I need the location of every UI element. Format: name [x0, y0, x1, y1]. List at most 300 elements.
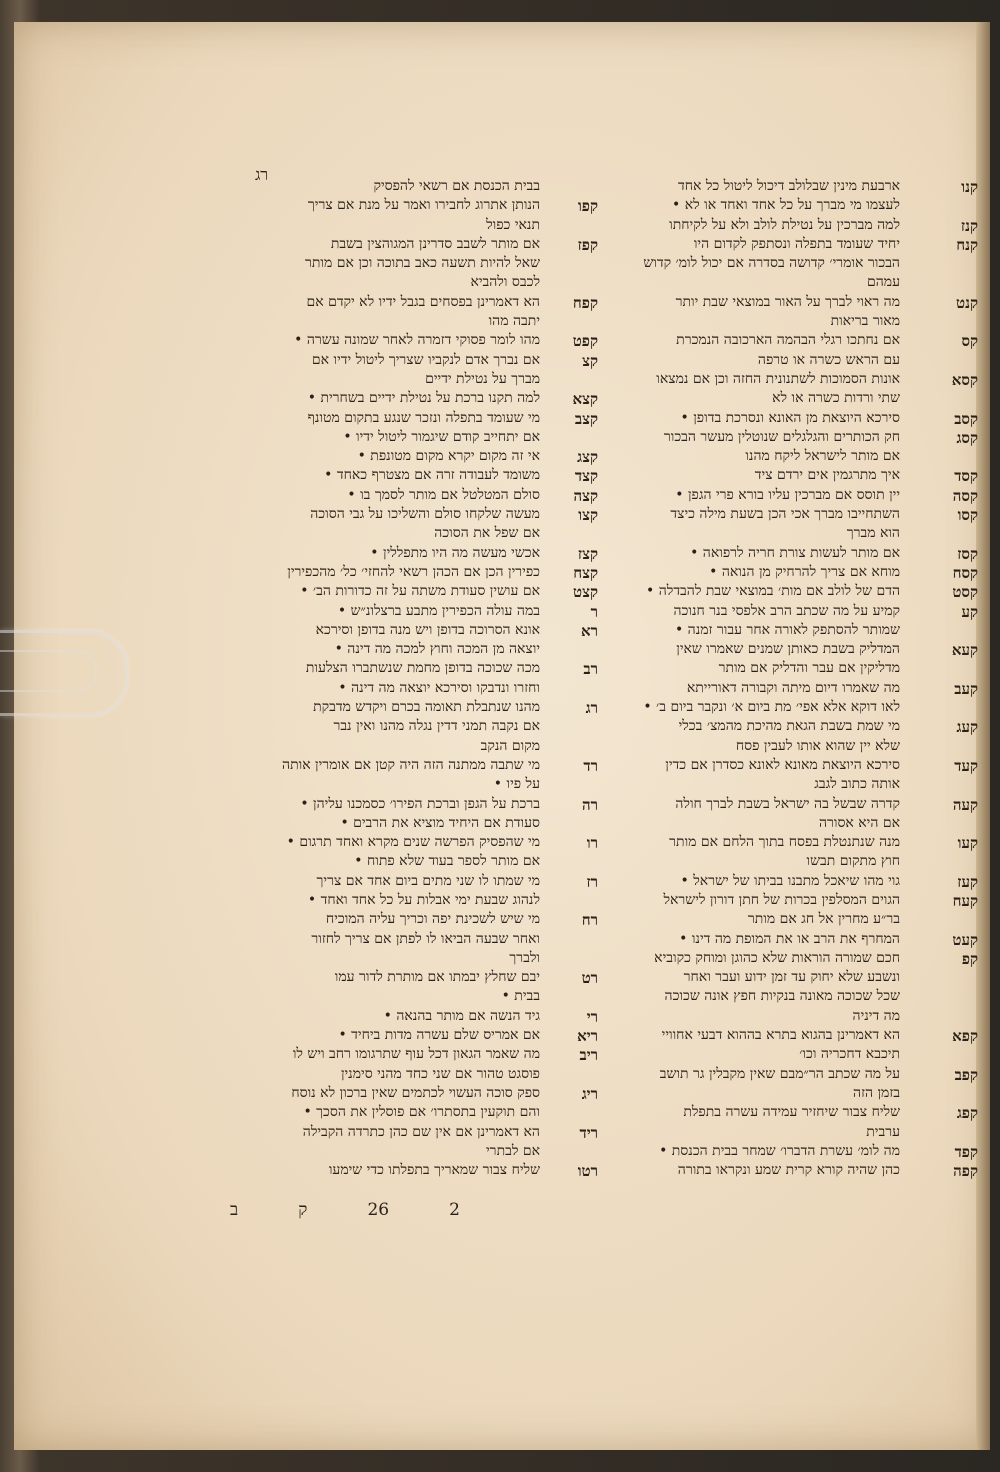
entry-text: הדם של לולב אם מות׳ במוצאי שבת להבדלה •	[646, 583, 900, 600]
entry-number: קעד	[954, 756, 978, 775]
entry-number: קפג	[956, 1104, 978, 1123]
index-entry	[200, 370, 540, 389]
entry-text: הא דאמרינן אם אין שם כהן כתרדה הקבילה	[302, 1123, 540, 1140]
index-entry	[570, 216, 978, 235]
entry-number: קסב	[954, 409, 978, 428]
entry-text: מברך על נטילת ידיים	[425, 370, 540, 387]
index-entry	[570, 331, 978, 351]
index-entry	[200, 602, 598, 621]
index-entry	[200, 910, 598, 930]
entry-number: רי	[586, 1007, 598, 1026]
index-entry	[570, 737, 900, 756]
index-entry	[200, 987, 540, 1006]
entry-number: קע	[961, 602, 978, 621]
index-entry	[570, 775, 900, 794]
entry-text: לאו דוקא אלא אפי׳ מת ביום א׳ ונקבר ביום ב׳ •	[643, 699, 900, 716]
entry-number	[918, 1123, 978, 1124]
index-entry	[570, 582, 978, 602]
index-entry	[200, 1026, 598, 1046]
index-entry	[200, 756, 598, 775]
index-entry	[570, 968, 900, 987]
entry-number	[918, 273, 978, 274]
index-entry	[570, 1045, 900, 1064]
entry-number: רה	[582, 795, 598, 814]
entry-number: קעט	[952, 930, 978, 949]
index-entry	[570, 177, 978, 196]
page-footer	[230, 1200, 460, 1220]
entry-number: ריב	[579, 1046, 598, 1065]
entry-text: אם מותר לישראל ליקח מהנו	[745, 448, 900, 465]
index-entry	[570, 389, 900, 408]
index-entry	[570, 254, 900, 273]
entry-number	[918, 351, 978, 352]
index-entry	[570, 544, 978, 563]
entry-number	[918, 312, 978, 313]
entry-number	[548, 737, 598, 738]
entry-text: תנאי כפול	[486, 216, 540, 233]
entry-text: עם הראש כשרה או טרפה	[757, 351, 900, 368]
index-entry	[570, 505, 978, 525]
index-entry	[200, 351, 598, 370]
entry-number: קפ	[961, 949, 978, 968]
entry-number	[548, 640, 598, 641]
index-entry	[200, 949, 540, 968]
entry-number	[548, 814, 598, 815]
index-entry	[570, 486, 978, 505]
entry-text: מי שמתו לו שני מתים ביום אחד אם צריך	[316, 872, 540, 889]
entry-number: קפא	[952, 1027, 978, 1046]
entry-text: סולם המטלטל אם מותר לסמך בו •	[347, 486, 540, 503]
entry-text: כפירין הכן אם הכהן רשאי להחזי׳ כל׳ מהכפירין	[287, 563, 540, 580]
index-entry	[570, 698, 900, 717]
index-entry	[200, 389, 598, 409]
entry-number: קפה	[953, 1162, 978, 1181]
entry-text: אונות הסמוכות לשתנונית החזה וכן אם נמצאו	[656, 370, 900, 387]
entry-text: הנותן אתרוג לחבירו ואמר על מנת אם צריך	[307, 197, 540, 214]
entry-text: לכבס ולהביא	[470, 274, 540, 291]
index-entry	[200, 196, 598, 216]
entry-text: סירכא היוצאת מאונא לאונא כסדרן אם כדין	[665, 756, 900, 773]
paper-clip-inner	[0, 650, 97, 692]
entry-number: קפד	[954, 1142, 978, 1161]
entry-number	[548, 949, 598, 950]
entry-number	[548, 1103, 598, 1104]
entry-number: קס	[961, 332, 978, 351]
entry-text: סעודת אם היחיד מוציא את הרבים •	[340, 814, 540, 831]
entry-number	[918, 852, 978, 853]
entry-number: קעח	[952, 891, 978, 910]
index-entry	[570, 949, 978, 968]
index-entry	[570, 814, 900, 833]
index-entry	[200, 1142, 540, 1161]
index-entry	[570, 602, 978, 621]
entry-number	[548, 717, 598, 718]
entry-number: רו	[586, 834, 598, 853]
index-entry	[570, 1161, 978, 1181]
entry-text: סירכא היוצאת מן האונא ונסרכת בדופן •	[680, 409, 900, 426]
index-entry	[200, 235, 598, 254]
index-entry	[570, 466, 978, 486]
index-entry	[570, 621, 900, 640]
entry-number: קעא	[951, 641, 978, 660]
entry-number	[918, 389, 978, 390]
page-edge	[976, 22, 990, 1450]
entry-text: הוא מברך	[846, 525, 900, 542]
index-entry	[200, 331, 598, 351]
entry-text: שליח צבור שמאריך בתפלתו כדי שימעו	[328, 1162, 540, 1179]
entry-text: אי זה מקום יקרא מקום מטונפת •	[357, 448, 540, 465]
entry-number: קסג	[956, 428, 978, 447]
index-entry	[570, 196, 900, 215]
entry-number: קעה	[952, 795, 978, 814]
index-entry	[200, 679, 540, 698]
index-entry	[570, 312, 900, 331]
index-entry	[200, 544, 598, 563]
entry-number: ר	[590, 602, 598, 621]
index-entry	[200, 1065, 540, 1084]
entry-text: וחזרו ונדבקו וסירכא יוצאה מה דינה •	[338, 679, 540, 696]
entry-text: מי שעומד בתפלה ונזכר שנגע בתקום מטונף	[307, 409, 540, 426]
entry-text: אם מותר לשבב סדרינן המגוהצין בשבת	[330, 235, 540, 252]
index-entry	[570, 1123, 900, 1142]
entry-text: למה תקנו ברכת על נטילת ידיים בשחרית •	[307, 390, 540, 407]
index-entry	[200, 1123, 598, 1142]
index-entry	[200, 273, 540, 292]
entry-text: אם נחתכו רגלי הבהמה הארכובה הנמכרת	[676, 332, 900, 349]
entry-text: עמהם	[866, 274, 900, 291]
entry-number	[548, 524, 598, 525]
entry-text: אם נברך אדם לנקביו שצריך ליטול ידיו אם	[311, 351, 540, 368]
entry-number	[548, 254, 598, 255]
entry-number: קנט	[956, 293, 978, 312]
index-entry	[570, 833, 978, 853]
index-entry	[200, 563, 598, 582]
index-entry	[570, 891, 978, 910]
index-entry	[570, 930, 978, 949]
entry-number: קצג	[577, 448, 598, 467]
entry-number	[918, 987, 978, 988]
footer-mark: 26	[367, 1200, 390, 1220]
entry-number	[548, 1065, 598, 1066]
entry-number: קעז	[957, 872, 978, 891]
index-entry	[200, 1045, 598, 1065]
index-entry	[200, 737, 540, 756]
entry-number: רב	[583, 660, 598, 679]
entry-text: שתי ורדות כשרה או לא	[772, 390, 900, 407]
entry-text: גוי מהו שיאכל מתבנו בביתו של ישראל •	[680, 872, 900, 889]
entry-number	[918, 968, 978, 969]
entry-number: קפז	[577, 235, 598, 254]
index-entry	[570, 872, 978, 891]
index-entry	[570, 795, 978, 814]
footer-mark: ב	[230, 1200, 239, 1220]
index-entry	[570, 273, 900, 292]
entry-number	[548, 177, 598, 178]
entry-number: קפו	[577, 197, 598, 216]
index-entry	[200, 428, 540, 447]
entry-text: חכם שמורה הוראות שלא כהוגן ומוחק כקוביא	[654, 949, 900, 966]
left-column	[200, 177, 598, 1181]
entry-number: קפט	[572, 332, 598, 351]
entry-number: קעג	[956, 718, 978, 737]
entry-text: מאור בריאות	[830, 313, 900, 330]
entry-number: רד	[583, 756, 598, 775]
entry-number	[548, 930, 598, 931]
running-head: רג	[255, 165, 269, 184]
entry-number: קסח	[952, 563, 978, 582]
index-entry	[200, 1103, 540, 1122]
entry-number	[918, 775, 978, 776]
entry-number	[548, 370, 598, 371]
entry-text: מהו לומר פסוקי דזמרה לאחר שמונה עשרה •	[294, 332, 540, 349]
entry-text: אם אמריס שלם עשרה מדות ביחיד •	[338, 1027, 540, 1044]
entry-text: המחרף את הרב או את המופת מה דינו •	[679, 930, 900, 947]
index-entry	[570, 659, 900, 678]
entry-text: אונא הסרוכה בדופן ויש מנה בדופן וסירכא	[315, 621, 540, 638]
index-entry	[200, 447, 598, 467]
index-entry	[570, 524, 900, 543]
entry-text: מה ראוי לברך על האור במוצאי שבת יותר	[675, 293, 900, 310]
entry-text: המדליק בשבת כאותן שמנים שאמרו שאין	[676, 641, 900, 658]
index-entry	[570, 1026, 978, 1046]
entry-number: רח	[581, 911, 598, 930]
entry-number	[918, 698, 978, 699]
entry-number	[918, 1084, 978, 1085]
entry-number: רט	[581, 969, 598, 988]
entry-number	[548, 891, 598, 892]
index-entry	[200, 659, 598, 679]
entry-text: מי שהפסיק הפרשה שנים מקרא ואחד תרגום •	[286, 834, 540, 851]
entry-text: לנהוג שבעת ימי אבלות על כל אחד ואחד •	[307, 891, 540, 908]
index-entry	[200, 177, 540, 196]
index-entry	[200, 505, 598, 525]
entry-number	[918, 814, 978, 815]
index-entry	[200, 1161, 598, 1181]
entry-number	[918, 1007, 978, 1008]
entry-text: אם לבתרי	[486, 1142, 540, 1159]
entry-text: איך מתרגמין אים ירדם ציד	[754, 467, 900, 484]
index-entry	[570, 293, 978, 312]
entry-number: קצה	[573, 486, 598, 505]
entry-text: פוסגט טהור אם שני כחד מהני סימנין	[340, 1065, 540, 1082]
entry-number: קצט	[573, 583, 598, 602]
entry-text: אם נקבה תמני דדין נגלה מהנו ואין נבר	[333, 718, 540, 735]
entry-text: שלא יין שהוא אותו לעבין פסח	[735, 737, 900, 754]
index-entry	[200, 968, 598, 988]
entry-text: יוצאה מן המכה וחוץ למכה מה דינה •	[334, 641, 540, 658]
entry-number	[918, 621, 978, 622]
index-entry	[200, 254, 540, 273]
entry-text: למה מברכין על נטילת לולב ולא על לקיחתו	[669, 216, 900, 233]
entry-text: אכשי מעשה מה היו מתפללין •	[370, 544, 540, 561]
entry-text: שמותר להסתפק לאורה אחר עבור זמנה •	[674, 621, 900, 638]
entry-number	[918, 524, 978, 525]
entry-number: רטו	[577, 1162, 598, 1181]
entry-number	[918, 447, 978, 448]
index-entry	[570, 447, 900, 466]
index-entry	[570, 640, 978, 660]
entry-text: מה לומ׳ עשרת הדברו׳ שמחר בבית הכנסת •	[659, 1142, 900, 1159]
index-entry	[570, 679, 978, 698]
index-entry	[200, 717, 540, 736]
entry-number: קצז	[577, 544, 598, 563]
entry-number: ריג	[581, 1084, 598, 1103]
index-entry	[200, 524, 540, 543]
entry-number: קסו	[957, 506, 978, 525]
index-entry	[200, 814, 540, 833]
entry-text: מה דיניה	[852, 1007, 900, 1024]
entry-number	[918, 254, 978, 255]
entry-number	[548, 775, 598, 776]
entry-text: ברכת על הגפן וברכת הפירו׳ כסמכנו עליהן •	[300, 795, 540, 812]
entry-text: מדליקין אם עבר והדליק אם מותר	[718, 660, 900, 677]
index-entry	[570, 717, 978, 737]
entry-text: כהן שהיה קורא קרית שמע ונקראו בתורה	[677, 1162, 900, 1179]
entry-number	[548, 987, 598, 988]
entry-text: והם תוקעין בתסתרו׳ אם פוסלין את הסכך •	[303, 1104, 540, 1121]
entry-text: קמיע על מה שכתב הרב אלפסי בנר חנוכה	[673, 602, 900, 619]
entry-text: ארבעת מינין שבלולב דיכול ליטול כל אחד	[677, 178, 900, 194]
entry-number	[548, 428, 598, 429]
entry-text: יתבה מהו	[488, 313, 540, 330]
entry-number	[918, 910, 978, 911]
index-entry	[570, 1142, 978, 1161]
index-entry	[200, 698, 598, 718]
entry-number: קפח	[572, 293, 598, 312]
entry-number: קעו	[957, 834, 978, 853]
entry-text: בבית הכנסת אם רשאי להפסיק	[373, 178, 540, 194]
index-entry	[570, 1007, 900, 1026]
index-entry	[200, 409, 598, 428]
entry-number: קעב	[954, 679, 978, 698]
entry-text: אותה כתוב לגבג	[814, 776, 900, 793]
entry-text: ונשבע שלא יחוק עד זמן ידוע ועבר ואחר	[683, 969, 900, 986]
entry-text: מי שתבה ממתנה הזה היה קטן אם אומרין אותה	[282, 756, 540, 773]
right-column	[570, 177, 978, 1181]
entry-text: שליח צבור שיחזיר עמידה עשרה בתפלת	[683, 1104, 900, 1121]
entry-number: קצח	[573, 563, 598, 582]
entry-text: יין תוסס אם מברכין עליו בורא פרי הגפן •	[675, 486, 900, 503]
entry-number	[918, 196, 978, 197]
entry-text: אם שפל את הסוכה	[434, 525, 540, 542]
index-entry	[570, 1084, 900, 1103]
entry-text: גיד הנשה אם מותר בהנאה •	[383, 1007, 540, 1024]
entry-text: בבית •	[501, 988, 540, 1005]
entry-text: אם היא אסורה	[818, 814, 900, 831]
index-entry	[200, 833, 598, 853]
index-entry	[200, 872, 598, 891]
index-entry	[200, 640, 540, 659]
entry-number: רא	[581, 621, 598, 640]
entry-number	[548, 216, 598, 217]
entry-text: מקום הנקב	[480, 737, 540, 754]
index-entry	[200, 293, 598, 312]
entry-number: קצו	[578, 506, 598, 525]
entry-number	[918, 737, 978, 738]
entry-number: רז	[586, 872, 598, 891]
index-entry	[200, 775, 540, 794]
index-entry	[570, 409, 978, 428]
index-entry	[200, 795, 598, 814]
index-entry	[570, 987, 900, 1006]
entry-text: מה שאמרו דיום מיתה וקבורה דאורייתא	[686, 679, 900, 696]
index-entry	[200, 852, 540, 871]
entry-text: מי שמת בשבת הגאת מהיכת מהמצ׳ בכלי	[678, 718, 900, 735]
index-entry	[570, 1065, 978, 1084]
entry-number	[548, 312, 598, 313]
index-entry	[570, 852, 900, 871]
index-entry	[200, 466, 598, 486]
entry-text: מי שיש לשכינת יפה וכריך עליה המוכיח	[325, 911, 540, 928]
entry-text: מוחא אם צריך להרחיק מן הנואה •	[709, 563, 900, 580]
entry-number: קפב	[954, 1065, 978, 1084]
index-entry	[200, 1007, 598, 1026]
entry-number: קנז	[960, 216, 978, 235]
footer-mark: ק	[298, 1200, 308, 1220]
entry-text: קדרה שבשל בה ישראל בשבת לברך חולה	[675, 795, 900, 812]
entry-number	[918, 1045, 978, 1046]
entry-text: אם מותר לעשות צורת חריה לרפואה •	[690, 544, 900, 561]
entry-text: שכל שכוכה מאונה בנקיות חפץ אונה שכוכה	[664, 988, 900, 1005]
entry-text: אם יתחייב קודם שיגמור ליטול ידיו •	[343, 428, 540, 445]
entry-text: על מה שכתב הר״מבם שאין מקבלין גר תושב	[659, 1065, 900, 1082]
entry-text: במה עולה הכפירין מתבע ברצלונ״ש •	[337, 602, 540, 619]
entry-number	[548, 679, 598, 680]
entry-text: השתחייבו מברך אכי הכן בשעת מילה כיצד	[670, 506, 900, 523]
entry-number: קצב	[574, 409, 598, 428]
entry-text: מה שאמר הגאון דכל עוף שתרגומו רחב ויש לו	[292, 1046, 540, 1063]
index-entry	[200, 621, 598, 640]
entry-number: ריא	[577, 1027, 598, 1046]
entry-text: בר״ע מחרין אל חג אם מותר	[747, 911, 900, 928]
index-entry	[200, 1084, 598, 1103]
entry-text: מהנו שנתבלת תאומה בכרם ויקדש מדבקת	[313, 699, 540, 716]
index-entry	[200, 312, 540, 331]
index-entry	[200, 930, 540, 949]
entry-number: קצא	[572, 390, 598, 409]
entry-text: יבם שחלץ יבמתו אם מותרת לדור עמו	[334, 969, 540, 986]
entry-text: לעצמו מי מברך על כל אחד ואחד או לא •	[672, 197, 900, 214]
index-entry	[570, 370, 978, 389]
entry-text: הגוים המסלפין בכרות של חתן דורון לישראל	[663, 891, 900, 908]
entry-number: קנח	[956, 235, 978, 254]
index-entry	[570, 428, 978, 447]
index-entry	[200, 891, 540, 910]
entry-text: מנה שנתנטלת בפסח בתוך הלחם אם מותר	[669, 834, 900, 851]
entry-number: קסד	[954, 467, 978, 486]
entry-text: מעשה שלקחו סולם והשליכו על גבי הסוכה	[310, 506, 540, 523]
entry-text: אם מותר לספר בעוד שלא פתוח •	[354, 853, 540, 870]
entry-number: ריד	[579, 1123, 598, 1142]
entry-number	[918, 659, 978, 660]
entry-text: הבכור אומרי׳ קדושה בסדרה אם יכול לומ׳ קדוש	[643, 255, 900, 272]
entry-text: תיכבא דחכריה וכו׳	[799, 1046, 900, 1063]
entry-number: קצד	[574, 467, 598, 486]
index-entry	[570, 351, 900, 370]
entry-number: קסא	[951, 370, 978, 389]
entry-text: ערבית	[866, 1123, 900, 1140]
entry-text: ספק סוכה העשוי לכתמים שאין ברכון לא נוסח	[291, 1084, 540, 1101]
entry-number: קסז	[957, 544, 978, 563]
index-entry	[570, 563, 978, 582]
index-entry	[570, 235, 978, 254]
entry-text: ולברך	[509, 949, 540, 966]
entry-text: הא דאמרינן בהגוא בתרא בההוא דבעי אחוויי	[661, 1027, 900, 1044]
entry-text: בזמן הזה	[853, 1084, 900, 1101]
entry-number: קסט	[952, 583, 978, 602]
entry-number: קצ	[582, 351, 598, 370]
index-entry	[200, 582, 598, 602]
